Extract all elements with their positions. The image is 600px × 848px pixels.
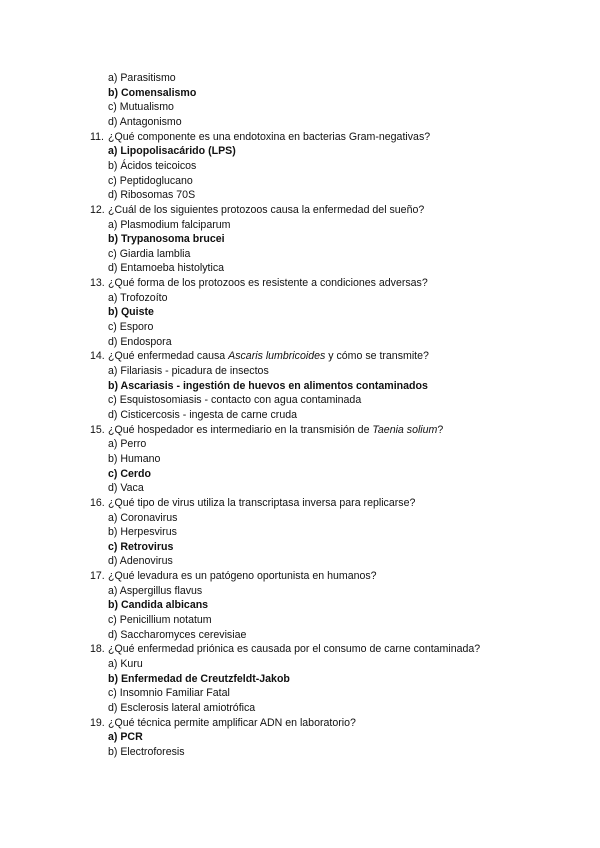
answer-option: a) Kuru xyxy=(108,658,143,670)
question-number: 17. xyxy=(90,570,105,582)
correct-answer-option: b) Comensalismo xyxy=(108,87,197,99)
correct-answer-option: a) PCR xyxy=(108,731,143,743)
answer-option: d) Saccharomyces cerevisiae xyxy=(108,629,247,641)
question-text-part: ? xyxy=(437,424,444,436)
question-number: 15. xyxy=(90,424,105,436)
answer-option: c) Esporo xyxy=(108,321,154,333)
answer-option: a) Perro xyxy=(108,438,147,450)
answer-option: c) Insomnio Familiar Fatal xyxy=(108,687,230,699)
correct-answer-option: c) Cerdo xyxy=(108,468,151,480)
answer-option: b) Herpesvirus xyxy=(108,526,177,538)
question-text-species: Taenia solium xyxy=(372,424,438,436)
answer-option: a) Parasitismo xyxy=(108,72,176,84)
answer-option: d) Cisticercosis - ingesta de carne cruda xyxy=(108,409,298,421)
answer-option: a) Aspergillus flavus xyxy=(108,585,203,597)
correct-answer-option: b) Quiste xyxy=(108,306,154,318)
question-number: 13. xyxy=(90,277,105,289)
question-text: ¿Qué componente es una endotoxina en bacterias Gram-negativas? xyxy=(108,131,431,143)
question-text-part: ¿Qué hospedador es intermediario en la transmisión de xyxy=(108,424,373,436)
correct-answer-option: b) Ascariasis - ingestión de huevos en alimentos contaminados xyxy=(108,380,428,392)
question-text-part: ¿Qué enfermedad causa xyxy=(108,350,229,362)
answer-option: a) Filariasis - picadura de insectos xyxy=(108,365,269,377)
answer-option: b) Electroforesis xyxy=(108,746,185,758)
correct-answer-option: b) Enfermedad de Creutzfeldt-Jakob xyxy=(108,673,290,685)
answer-option: a) Plasmodium falciparum xyxy=(108,219,231,231)
question-number: 11. xyxy=(90,131,104,143)
question-text xyxy=(108,424,443,437)
correct-answer-option: b) Candida albicans xyxy=(108,599,209,611)
question-text: ¿Cuál de los siguientes protozoos causa la enfermedad del sueño? xyxy=(108,204,425,216)
question-number: 18. xyxy=(90,643,105,655)
answer-option: c) Esquistosomiasis - contacto con agua contaminada xyxy=(108,394,362,406)
answer-option: d) Vaca xyxy=(108,482,144,494)
question-text: ¿Qué técnica permite amplificar ADN en laboratorio? xyxy=(108,717,356,729)
question-number: 14. xyxy=(90,350,105,362)
question-text-part: y cómo se transmite? xyxy=(325,350,429,362)
question-text: ¿Qué enfermedad priónica es causada por el consumo de carne contaminada? xyxy=(108,643,481,655)
correct-answer-option: b) Trypanosoma brucei xyxy=(108,233,225,245)
question-number: 16. xyxy=(90,497,105,509)
answer-option: b) Humano xyxy=(108,453,161,465)
question-text xyxy=(108,350,429,363)
question-text: ¿Qué forma de los protozoos es resistente a condiciones adversas? xyxy=(108,277,428,289)
correct-answer-option: c) Retrovirus xyxy=(108,541,174,553)
answer-option: c) Peptidoglucano xyxy=(108,175,193,187)
correct-answer-option: a) Lipopolisacárido (LPS) xyxy=(108,145,236,157)
answer-option: d) Adenovirus xyxy=(108,555,173,567)
question-number: 19. xyxy=(90,717,105,729)
answer-option: b) Ácidos teicoicos xyxy=(108,160,197,172)
question-text-species: Ascaris lumbricoides xyxy=(228,350,326,362)
question-text: ¿Qué tipo de virus utiliza la transcriptasa inversa para replicarse? xyxy=(108,497,416,509)
answer-option: d) Ribosomas 70S xyxy=(108,189,196,201)
answer-option: c) Mutualismo xyxy=(108,101,174,113)
answer-option: d) Endospora xyxy=(108,336,172,348)
answer-option: a) Coronavirus xyxy=(108,512,178,524)
answer-option: d) Entamoeba histolytica xyxy=(108,262,225,274)
answer-option: d) Esclerosis lateral amiotrófica xyxy=(108,702,256,714)
question-number: 12. xyxy=(90,204,105,216)
answer-option: c) Giardia lamblia xyxy=(108,248,191,260)
answer-option: d) Antagonismo xyxy=(108,116,182,128)
answer-option: c) Penicillium notatum xyxy=(108,614,212,626)
answer-option: a) Trofozoíto xyxy=(108,292,168,304)
question-text: ¿Qué levadura es un patógeno oportunista en humanos? xyxy=(108,570,377,582)
